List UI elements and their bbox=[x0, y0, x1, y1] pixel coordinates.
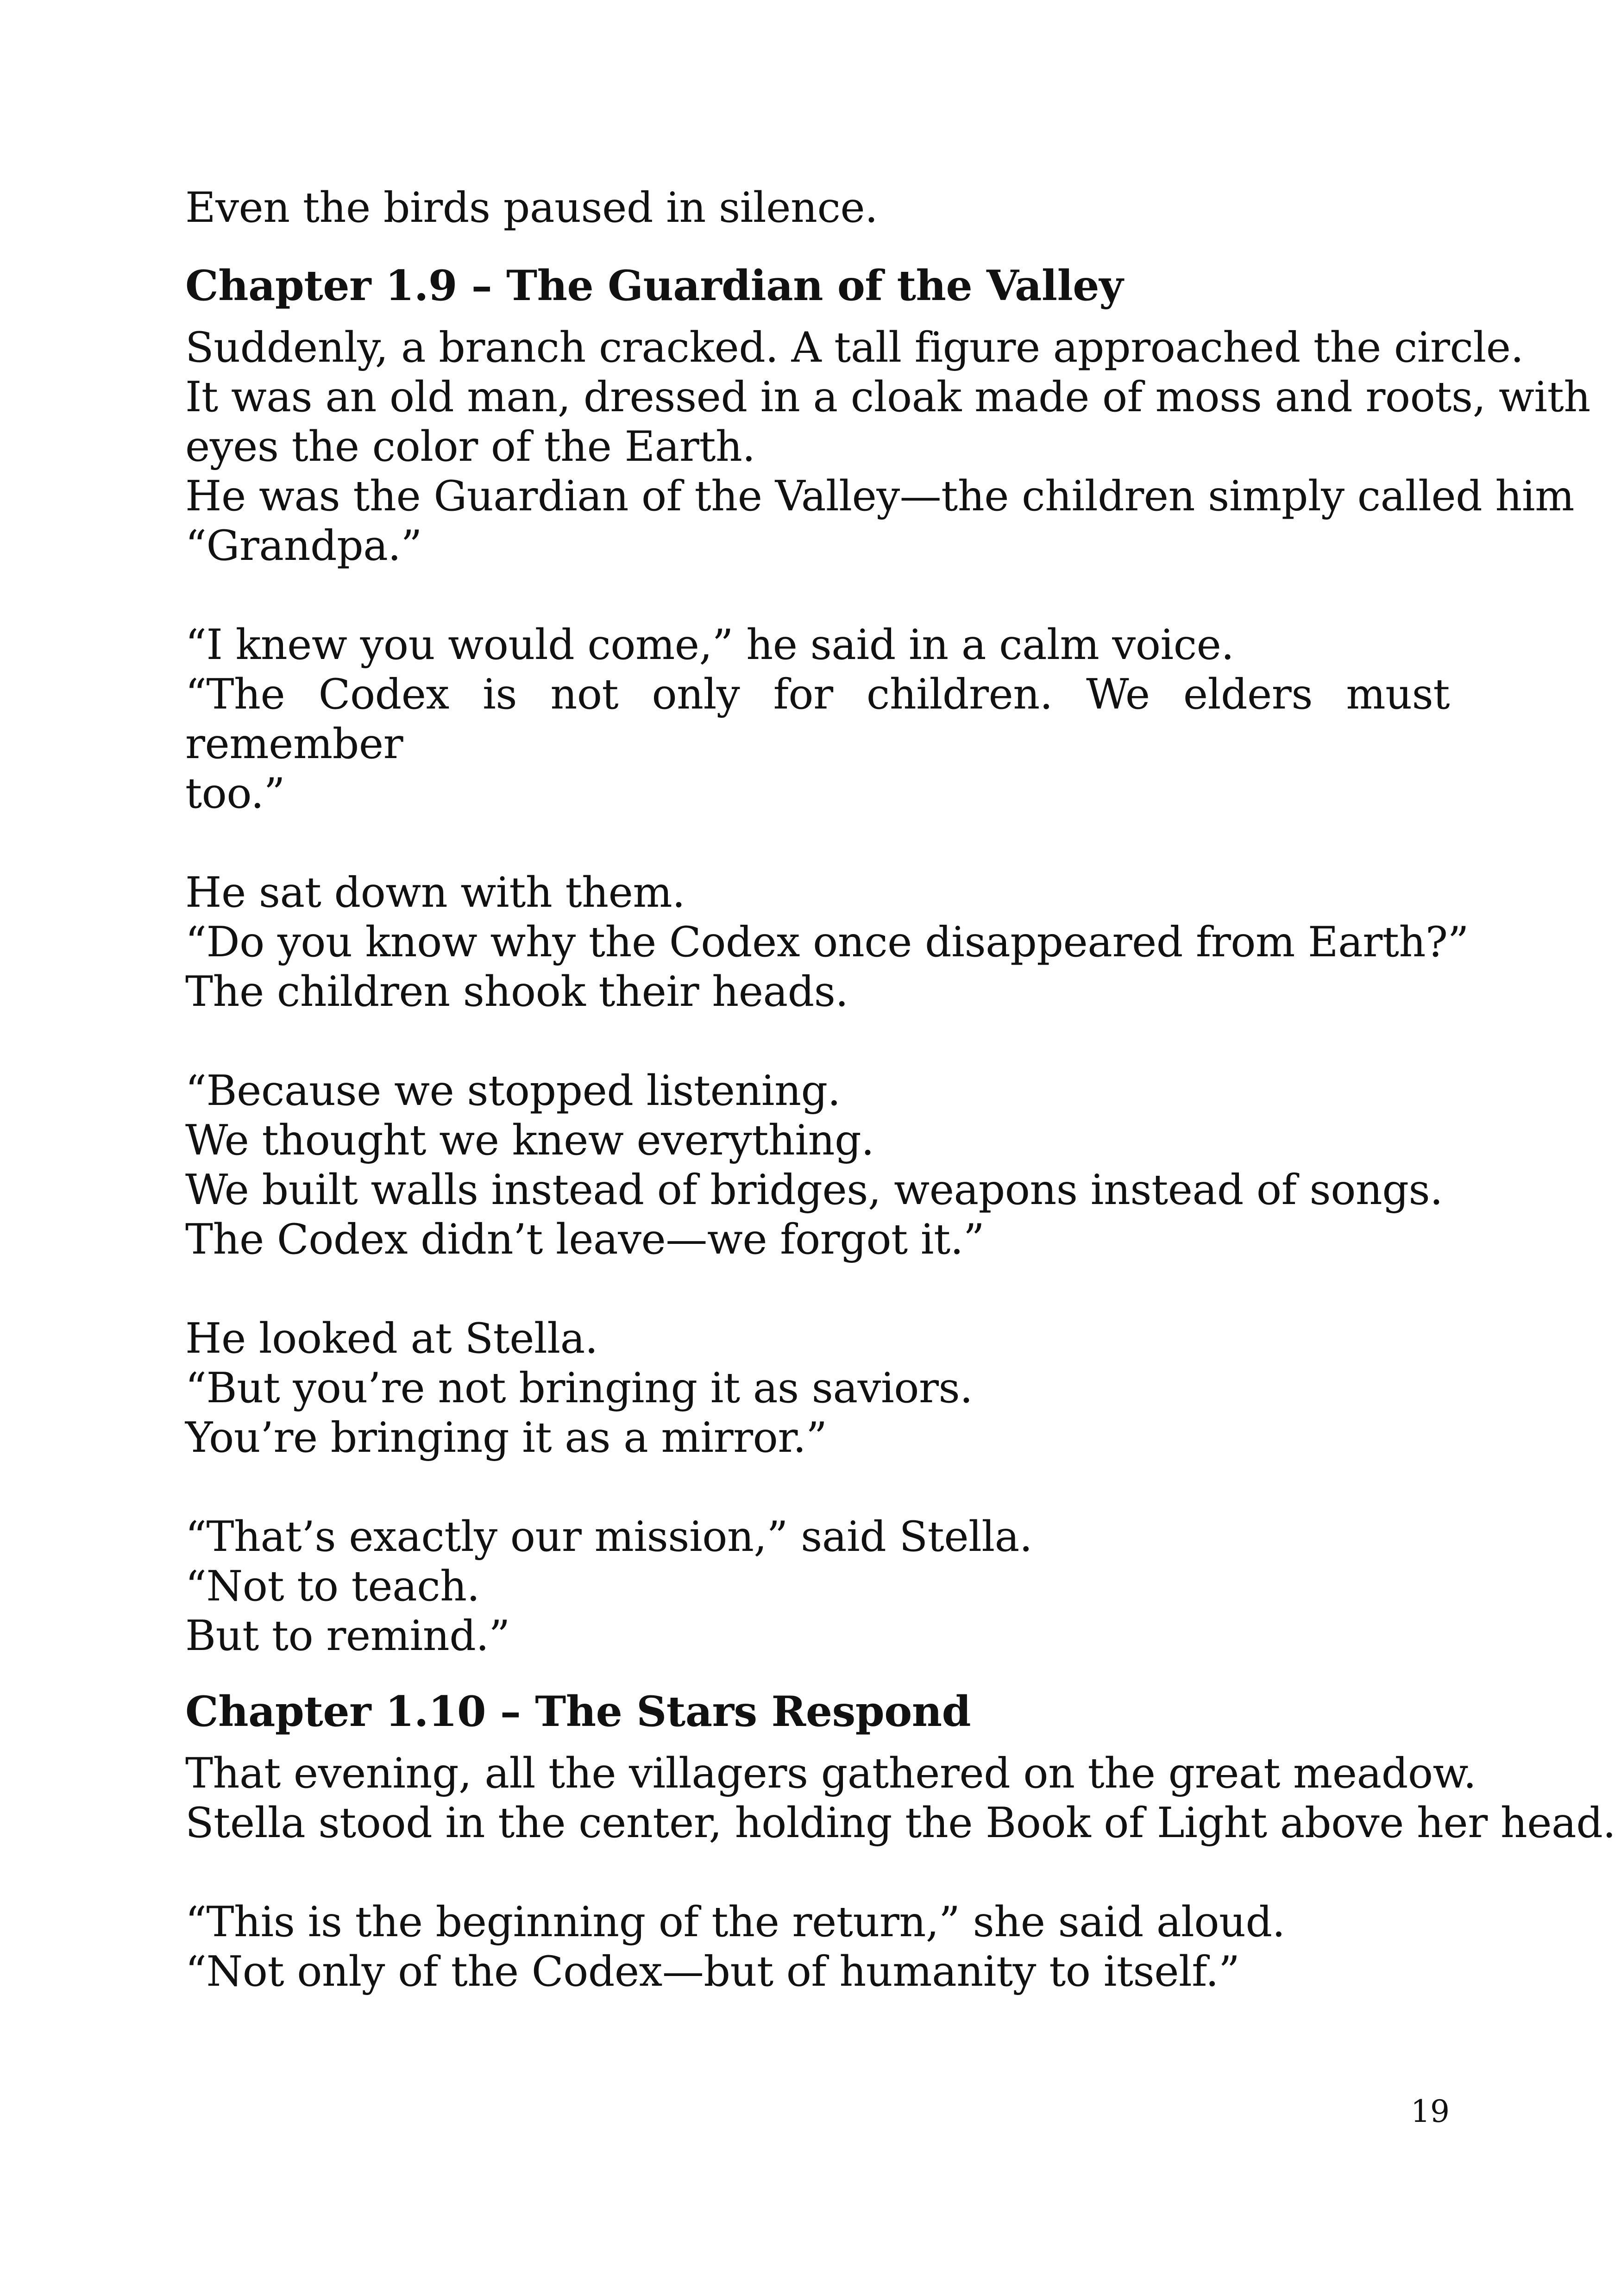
text-line: “I knew you would come,” he said in a calm voice. bbox=[185, 621, 1234, 669]
chapter-heading: Chapter 1.9 – The Guardian of the Valley bbox=[185, 261, 1123, 310]
text-line: He looked at Stella. bbox=[185, 1314, 598, 1363]
text-line: eyes the color of the Earth. bbox=[185, 422, 755, 471]
text-line: That evening, all the villagers gathered on the great meadow. bbox=[185, 1749, 1476, 1798]
paragraph bbox=[185, 620, 1450, 818]
paragraph bbox=[185, 1066, 1450, 1264]
paragraph bbox=[185, 323, 1590, 571]
paragraph bbox=[185, 1512, 1450, 1661]
text-line: “This is the beginning of the return,” she said aloud. bbox=[185, 1898, 1285, 1946]
text-line: “The Codex is not only for children. We elders must remember bbox=[185, 670, 1450, 768]
text-line: “Do you know why the Codex once disappeared from Earth?” bbox=[185, 918, 1469, 966]
text-line: “Because we stopped listening. bbox=[185, 1066, 841, 1115]
text-line: The children shook their heads. bbox=[185, 967, 848, 1016]
paragraph-gap bbox=[185, 1264, 1450, 1314]
paragraph bbox=[185, 1314, 1450, 1462]
paragraph-gap bbox=[185, 818, 1450, 868]
text-line: It was an old man, dressed in a cloak made of moss and roots, with bbox=[185, 373, 1590, 421]
page-number: 19 bbox=[1411, 2094, 1450, 2129]
text-line: “That’s exactly our mission,” said Stella. bbox=[185, 1512, 1032, 1561]
paragraph-gap bbox=[185, 1848, 1450, 1897]
opening-line: Even the birds paused in silence. bbox=[185, 183, 878, 232]
text-line: Stella stood in the center, holding the Book of Light above her head. bbox=[185, 1799, 1616, 1847]
text-line: The Codex didn’t leave—we forgot it.” bbox=[185, 1215, 985, 1264]
text-line: “Grandpa.” bbox=[185, 521, 422, 570]
text-line: “Not only of the Codex—but of humanity to itself.” bbox=[185, 1947, 1240, 1996]
paragraph-gap bbox=[185, 1016, 1450, 1066]
text-line: He sat down with them. bbox=[185, 868, 685, 917]
text-line: But to remind.” bbox=[185, 1612, 510, 1660]
text-line: We built walls instead of bridges, weapons instead of songs. bbox=[185, 1166, 1443, 1214]
text-line: You’re bringing it as a mirror.” bbox=[185, 1413, 827, 1462]
text-line: “But you’re not bringing it as saviors. bbox=[185, 1364, 973, 1412]
paragraph bbox=[185, 868, 1469, 1016]
text-line: “Not to teach. bbox=[185, 1562, 480, 1611]
text-line: We thought we knew everything. bbox=[185, 1116, 874, 1165]
paragraph bbox=[185, 1897, 1450, 1996]
text-line: too.” bbox=[185, 769, 285, 818]
text-line: Suddenly, a branch cracked. A tall figure approached the circle. bbox=[185, 323, 1524, 372]
paragraph-gap bbox=[185, 571, 1450, 620]
paragraph-gap bbox=[185, 1462, 1450, 1512]
page-body bbox=[185, 183, 1616, 1996]
text-line: He was the Guardian of the Valley—the children simply called him bbox=[185, 472, 1574, 521]
paragraph bbox=[185, 1749, 1616, 1848]
chapter-heading: Chapter 1.10 – The Stars Respond bbox=[185, 1687, 971, 1736]
